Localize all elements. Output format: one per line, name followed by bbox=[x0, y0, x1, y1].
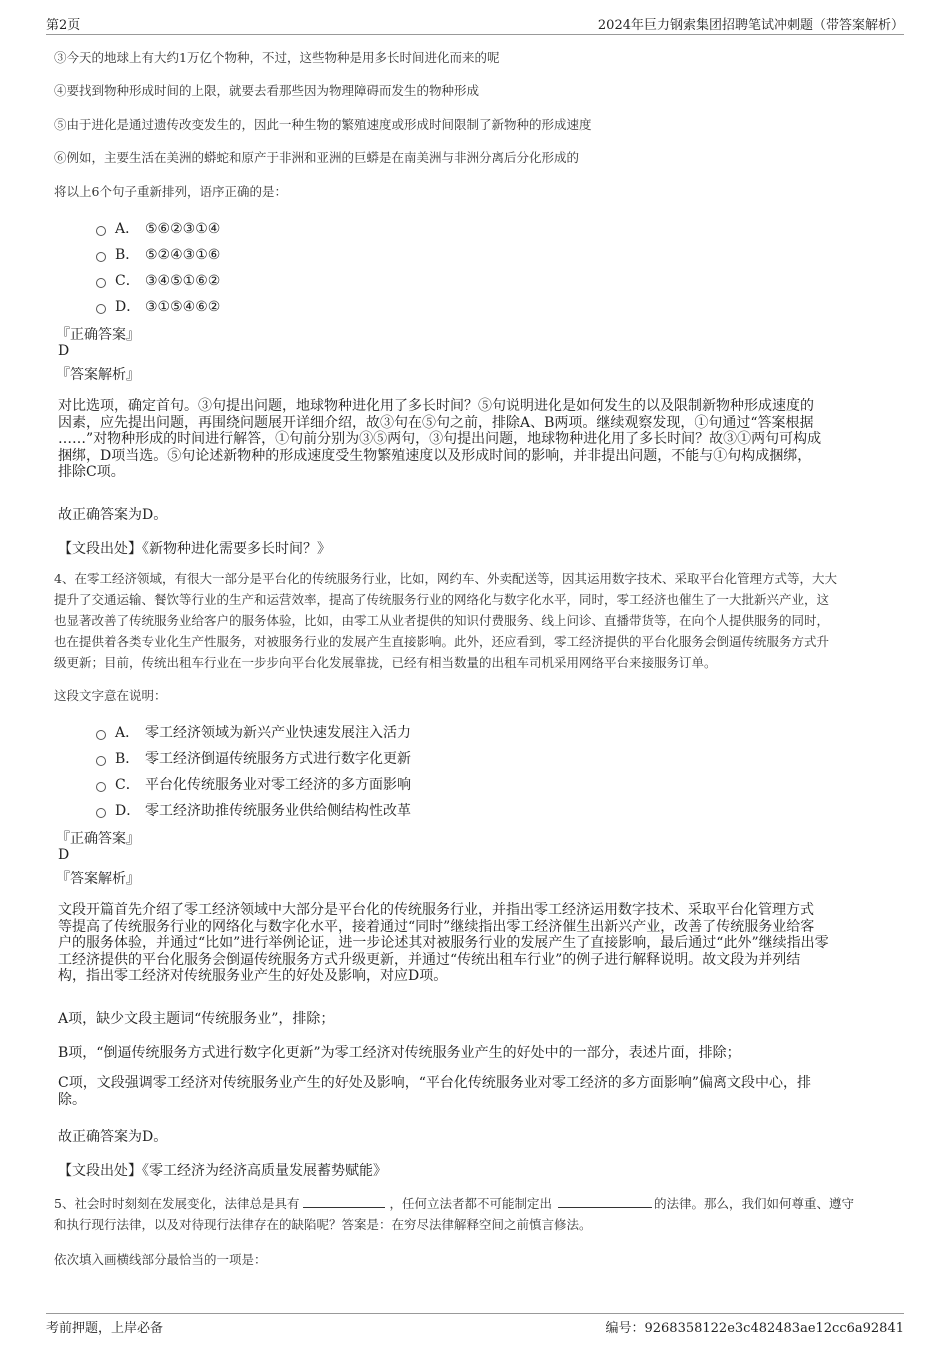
q4-stem: 4、在零工经济领域，有很大一部分是平台化的传统服务行业，比如，网约车、外卖配送等，因其运用数字技术、采取平台化管理方式等，大大 提升了交通运输、餐饮等行业的生产和运营效率，提高了传统服务行业的网络化与数字化水平，同时，零工经济也催生了一大批新兴产业，这 也显著改善了传统服务业给客户的服务体验，比如，由零工从业者提供的知识付费服务、线上问诊、直播带货等，在向个人提供服务的同时， 也在提供着各类专业化生产性服务，对被服务行业的发展产生直接影响。此外，还应看到，零工经济提供的平台化服务会倒逼传统服务方式升 级更新；目前，传统出租车行业在一步步向平台化发展靠拢，已经有相当数量的出租车司机采用网络平台来接服务订单。 bbox=[54, 571, 837, 670]
q4-analysis-label: 『答案解析』 bbox=[56, 871, 140, 887]
q4-analysis: 文段开篇首先介绍了零工经济领域中大部分是平台化的传统服务行业，并指出零工经济运用数字技术、采取平台化管理方式 等提高了传统服务行业的网络化与数字化水平，接着通过“同时”继续指出零工经济催生出新兴产业，改善了传统服务业给客 户的服务体验，并通过“比如”进行举例论证，进一步论述其对被服务行业的发展产生了直接影响，最后通过“此外”继续指出零 工经济提供的平台化服务会倒逼传统服务方式升级更新，并通过“传统出租车行业”的例子进行解释说明。故文段为并列结 构，指出零工经济对传统服务业产生的好处及影响，对应D项。 bbox=[58, 902, 829, 984]
q4-source: 【文段出处】《零工经济为经济高质量发展蓄势赋能》 bbox=[58, 1163, 387, 1179]
q3-sentence: ⑥例如，主要生活在美洲的蟒蛇和原产于非洲和亚洲的巨蟒是在南美洲与非洲分离后分化形成的 bbox=[54, 150, 580, 165]
q3-analysis-label: 『答案解析』 bbox=[56, 367, 140, 383]
q4-answer: D bbox=[58, 847, 70, 863]
fill-blank-1 bbox=[303, 1207, 385, 1208]
q3-option-a[interactable]: A． ⑤⑥②③①④ bbox=[96, 218, 220, 236]
radio-icon[interactable] bbox=[96, 730, 106, 740]
fill-blank-2 bbox=[558, 1207, 652, 1208]
page-header bbox=[46, 14, 904, 35]
q4-option-a[interactable]: A． 零工经济领域为新兴产业快速发展注入活力 bbox=[96, 722, 411, 740]
q4-b-note: B项，“倒逼传统服务方式进行数字化更新”为零工经济对传统服务业产生的好处中的一部分，表述片面，排除； bbox=[58, 1045, 741, 1061]
page-number: 第2页 bbox=[46, 18, 81, 33]
page-footer bbox=[46, 1313, 904, 1336]
footer-slogan: 考前押题，上岸必备 bbox=[46, 1321, 164, 1336]
q4-option-d[interactable]: D． 零工经济助推传统服务业供给侧结构性改革 bbox=[96, 800, 411, 818]
q3-option-b[interactable]: B． ⑤②④③①⑥ bbox=[96, 244, 220, 262]
q4-option-b[interactable]: B． 零工经济倒逼传统服务方式进行数字化更新 bbox=[96, 748, 411, 766]
radio-icon[interactable] bbox=[96, 226, 106, 236]
q3-sentence: ⑤由于进化是通过遗传改变发生的，因此一种生物的繁殖速度或形成时间限制了新物种的形成速度 bbox=[54, 117, 592, 132]
radio-icon[interactable] bbox=[96, 756, 106, 766]
q3-conclusion: 故正确答案为D。 bbox=[58, 507, 168, 523]
document-id: 编号：9268358122e3c482483ae12cc6a92841 bbox=[605, 1321, 904, 1336]
q4-c-note: C项，文段强调零工经济对传统服务业产生的好处及影响，“平台化传统服务业对零工经济的多方面影响”偏离文段中心，排 除。 bbox=[58, 1075, 812, 1108]
q3-answer: D bbox=[58, 343, 70, 359]
q5-stem-line-1: 5、社会时时刻刻在发展变化，法律总是具有 ，任何立法者都不可能制定出 的法律。那么，我们如何尊重、遵守 bbox=[54, 1196, 854, 1211]
q4-a-note: A项，缺少文段主题词“传统服务业”，排除； bbox=[58, 1011, 335, 1027]
document-title: 2024年巨力钢索集团招聘笔试冲刺题（带答案解析） bbox=[597, 18, 904, 33]
q3-option-c[interactable]: C． ③④⑤①⑥② bbox=[96, 270, 220, 288]
q3-answer-label: 『正确答案』 bbox=[56, 327, 140, 343]
radio-icon[interactable] bbox=[96, 304, 106, 314]
radio-icon[interactable] bbox=[96, 252, 106, 262]
q4-option-c[interactable]: C． 平台化传统服务业对零工经济的多方面影响 bbox=[96, 774, 411, 792]
q3-source: 【文段出处】《新物种进化需要多长时间？》 bbox=[58, 541, 331, 557]
radio-icon[interactable] bbox=[96, 782, 106, 792]
q4-answer-label: 『正确答案』 bbox=[56, 831, 140, 847]
radio-icon[interactable] bbox=[96, 278, 106, 288]
q3-analysis: 对比选项，确定首句。③句提出问题，地球物种进化用了多长时间？⑤句说明进化是如何发生的以及限制新物种形成速度的 因素，应先提出问题，再围绕问题展开详细介绍，故③句在⑤句之前，排除A、B两项。继续观察发现，①句通过“答案根据 ……”对物种形成的时间进行解答，①句前分别为③⑤两句，③句提出问题，地球物种进化用了多长时间？故③①两句可构成 捆绑，D项当选。⑤句论述新物种的形成速度受生物繁殖速度以及形成时间的影响，并非提出问题，不能与①句构成捆绑， 排除C项。 bbox=[58, 398, 822, 480]
q4-prompt: 这段文字意在说明： bbox=[54, 688, 167, 703]
q3-sentence: ③今天的地球上有大约1万亿个物种，不过，这些物种是用多长时间进化而来的呢 bbox=[54, 50, 500, 65]
q4-conclusion: 故正确答案为D。 bbox=[58, 1129, 168, 1145]
q3-sentence: ④要找到物种形成时间的上限，就要去看那些因为物理障碍而发生的物种形成 bbox=[54, 83, 480, 98]
q3-option-d[interactable]: D． ③①⑤④⑥② bbox=[96, 296, 220, 314]
q5-stem-line-2: 和执行现行法律，以及对待现行法律存在的缺陷呢？答案是：在穷尽法律解释空间之前慎言修法。 bbox=[54, 1217, 592, 1232]
q3-prompt: 将以上6个句子重新排列，语序正确的是： bbox=[54, 184, 287, 199]
radio-icon[interactable] bbox=[96, 808, 106, 818]
q5-prompt: 依次填入画横线部分最恰当的一项是： bbox=[54, 1252, 267, 1267]
